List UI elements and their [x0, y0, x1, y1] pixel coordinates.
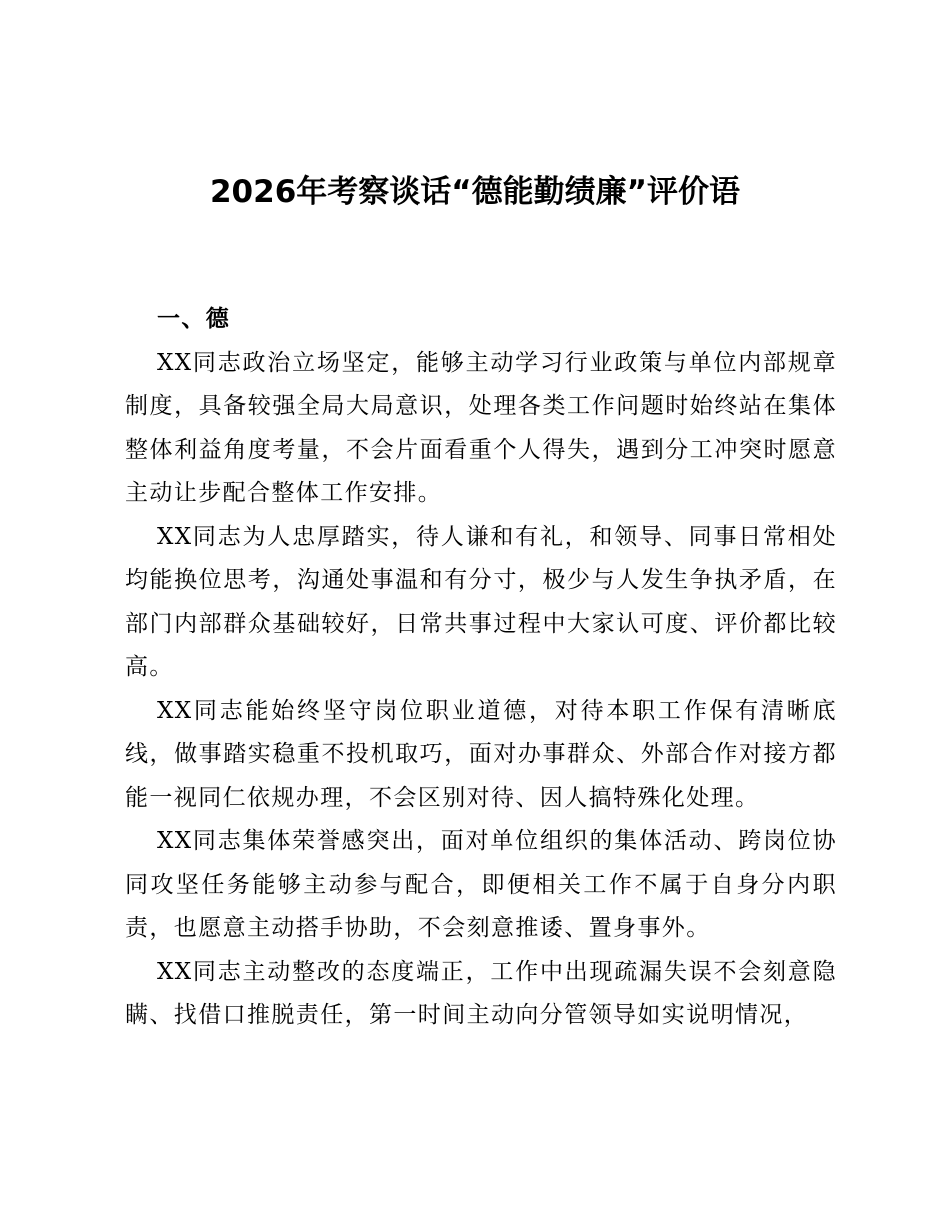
paragraph: XX同志为人忠厚踏实，待人谦和有礼，和领导、同事日常相处均能换位思考，沟通处事温和有分寸，极少与人发生争执矛盾，在部门内部群众基础较好，日常共事过程中大家认可度、评价都比较高。 — [125, 523, 837, 680]
paragraph: XX同志能始终坚守岗位职业道德，对待本职工作保有清晰底线，做事踏实稳重不投机取巧，面对办事群众、外部合作对接方都能一视同仁依规办理，不会区别对待、因人搞特殊化处理。 — [125, 697, 837, 811]
document-body — [125, 298, 837, 1038]
paragraph: XX同志集体荣誉感突出，面对单位组织的集体活动、跨岗位协同攻坚任务能够主动参与配合，即便相关工作不属于自身分内职责，也愿意主动搭手协助，不会刻意推诿、置身事外。 — [125, 828, 837, 941]
paragraph: XX同志主动整改的态度端正，工作中出现疏漏失误不会刻意隐瞒、找借口推脱责任，第一时间主动向分管领导如实说明情况， — [125, 958, 837, 1028]
document-title: 2026年考察谈话“德能勤绩廉”评价语 — [209, 174, 741, 210]
section-heading-de: 一、德 — [157, 306, 231, 332]
paragraph: XX同志政治立场坚定，能够主动学习行业政策与单位内部规章制度，具备较强全局大局意识，处理各类工作问题时始终站在集体整体利益角度考量，不会片面看重个人得失，遇到分工冲突时愿意主动让步配合整体工作安排。 — [125, 349, 837, 506]
